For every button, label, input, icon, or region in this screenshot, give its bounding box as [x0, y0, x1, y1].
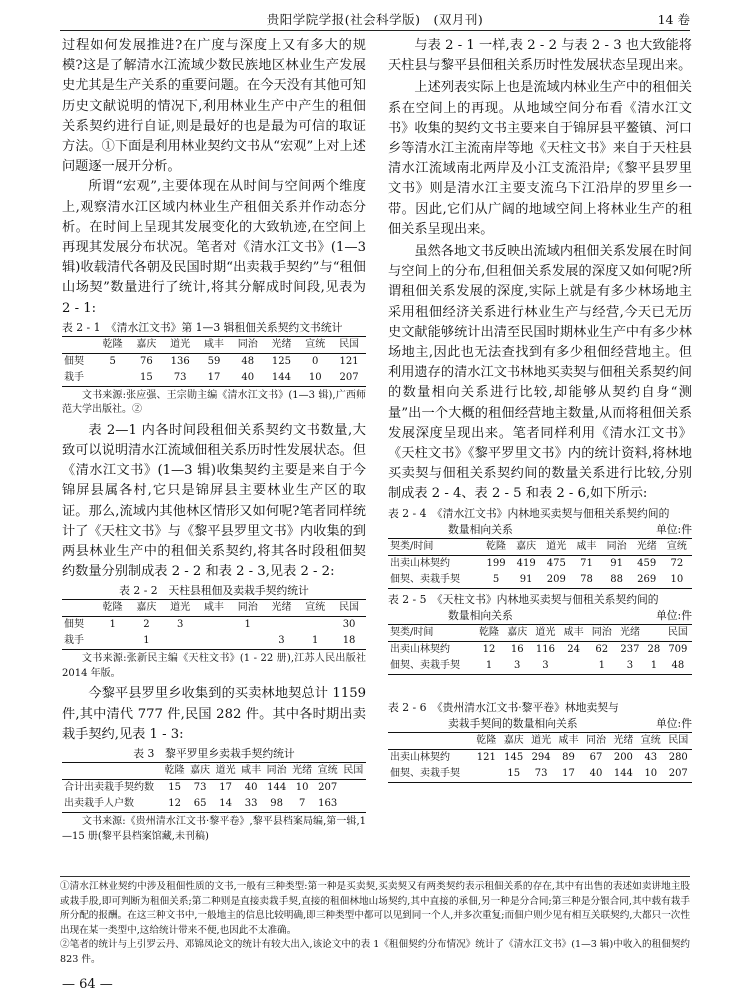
paragraph: 虽然各地文书反映出流域内租佃关系发展在时间与空间上的分布,但租佃关系发展的深度又如何呢?所谓租佃关系发展的深度,实际上就是有多少林场地主采用租佃经济关系进行林业生产与经营,今天已无历史文献能够统计出清至民国时期林业生产中有多少林场地主,因此也无法查找到有多少租佃经营地主。但利用遗存的清水江文书林地买卖契与佃租关系契约间的数量相向关系进行比较,却能够从契约自身“测量”出一个大概的租佃经营地主数量,从而将租佃关系发展深度呈现出来。笔者同样利用《清水江文书》《天柱文书》《黎平罗里文书》内的统计资料,将林地买卖契与佃租关系契约间的数量关系进行比较,分别制成表 2 - 4、表 2 - 5 和表 2 - 6,如下所示:: [388, 244, 692, 502]
table-cell: 10: [670, 573, 684, 585]
table-cell: 475: [546, 557, 566, 569]
table-header-row: [388, 538, 692, 555]
table-source-note: 文书来源:《贵州清水江文书·黎平卷》,黎平县档案局编,第一辑,1—15 册(黎平县档案馆藏,未刊稿): [62, 816, 366, 842]
table-cell: 40: [589, 767, 603, 779]
table-cell: [96, 370, 130, 387]
row-label: 出卖山林契约: [390, 643, 450, 655]
table-row: [62, 780, 366, 797]
table-cell: 17: [207, 371, 221, 383]
table-cell: 18: [342, 635, 356, 647]
table-caption: 表 2 - 2 天柱县租佃及卖栽手契约统计: [119, 584, 309, 598]
row-label: 佃契: [64, 355, 84, 367]
table-cell: 40: [241, 371, 255, 383]
table-cell: [96, 633, 130, 650]
table-cell: 1: [143, 635, 150, 647]
column-header: [644, 624, 664, 641]
column-header: 道光: [163, 336, 197, 353]
column-header: 咸丰: [197, 600, 231, 617]
row-label: 佃契、卖栽手契: [390, 573, 460, 585]
table-cell: 1: [109, 619, 116, 631]
table-row: [62, 796, 366, 813]
table-cell: 144: [267, 782, 287, 794]
table-cell: 207: [339, 371, 359, 383]
column-header: 嘉庆: [511, 538, 541, 555]
caption-line: 表 2 - 4 《清水江文书》内林地买卖契与佃租关系契约间的: [388, 506, 670, 520]
column-header: 同治: [602, 538, 632, 555]
column-header: 宣统: [315, 763, 341, 780]
table-cell: 7: [298, 798, 306, 810]
row-label: 出卖山林契约: [390, 751, 450, 763]
table-row: [62, 353, 366, 370]
table-cell: 30: [342, 619, 356, 631]
table-row: [62, 370, 366, 387]
column-header: 宣统: [637, 732, 664, 749]
table-cell: 40: [244, 782, 258, 794]
column-header: 契类/时间: [388, 538, 481, 555]
table-2-2: [62, 599, 366, 650]
footnote: ①清水江林业契约中涉及租佃性质的文书,一般有三种类型:第一种是买卖契,买卖契又有两类契约表示租佃关系的存在,其中有出售的表述如卖讲地主股或栽手股,即可判断为租佃关系;第二种则是直接卖栽手契,直接的租佃林地山场契约,其中直接的承佃,另一种是分合同;第三种是分银合同,其中载有栽手所分配的报酬。在这三种文书中,一般地主的信息比较明确,即三种类型中都可以见到同一个人,并多次重复;而佃户则少见有相互关联契约,大都只一次性出现在某一类型中,这给统计带来不便,也因此不太准确。: [60, 881, 690, 936]
paragraph: 过程如何发展推进?在广度与深度上又有多大的规模?这是了解清水江流域少数民族地区林业生产发展史尤其是生产关系的重要问题。在今天没有其他可知历史文献说明的情况下,利用林业生产中产生的租佃关系契约进行自证,则是最好的也是最为可信的取证方法。①下面是利用林业契约文书从“宏观”上对上述问题逐一展开分析。: [62, 38, 366, 175]
table-cell: 3: [278, 635, 285, 647]
table-row: [388, 555, 692, 572]
table-cell: 10: [295, 782, 309, 794]
column-header: [62, 763, 162, 780]
table-cell: 88: [610, 573, 623, 585]
table-cell: 71: [580, 557, 593, 569]
left-column: [62, 36, 366, 847]
table-cell: 121: [476, 751, 496, 763]
table-cell: 121: [339, 355, 359, 367]
table-cell: 98: [270, 798, 284, 810]
table-cell: 12: [482, 643, 496, 655]
table-cell: 294: [531, 751, 551, 763]
column-header: 道光: [163, 600, 197, 617]
table-cell: 15: [507, 767, 521, 779]
table-cell: 59: [207, 355, 221, 367]
paragraph: 表 2—1 内各时间段租佃关系契约文书数量,大致可以说明清水江流域佃租关系历时性发展状态。但《清水江文书》(1—3 辑)收集契约主要是来自于今锦屏县属各村,它只是锦屏县主要林业生产区的取证。那么,流域内其他林区情形又如何呢?笔者同样统计了《天柱文书》与《黎平县罗里文书》内收集的到两县林业生产中的租佃关系契约,将其各时段租佃契约数量分别制成表 2 - 2 和表 2 - 3,见表 2 - 2:: [62, 422, 366, 580]
table-source-note: 文书来源:张应强、王宗勋主编《清水江文书》(1—3 辑),广西师范大学出版社。②: [62, 389, 366, 416]
caption-line: 数量相向关系: [448, 608, 513, 622]
table-cell: 62: [595, 643, 609, 655]
column-header: [62, 600, 96, 617]
table-cell: [473, 766, 500, 783]
table-cell: 1: [312, 635, 319, 647]
row-label: 佃契: [64, 619, 84, 631]
column-header: 同治: [588, 624, 616, 641]
table-cell: 91: [519, 573, 533, 585]
column-header: 光绪: [610, 732, 637, 749]
table-cell: 10: [644, 767, 658, 779]
table-cell: 5: [492, 573, 500, 585]
table-caption: 表 2 - 1 《清水江文书》第 1—3 辑租佃关系契约文书统计: [62, 320, 343, 334]
table-2-1: [62, 336, 366, 387]
column-header: 乾隆: [162, 763, 188, 780]
table-row: [388, 749, 692, 766]
table-cell: 125: [271, 355, 292, 367]
column-header: 光绪: [265, 336, 299, 353]
table-cell: 12: [168, 798, 182, 810]
table-3: [62, 762, 366, 813]
table-cell: 3: [176, 619, 184, 631]
table-cell: [265, 617, 299, 634]
table-cell: 73: [193, 782, 207, 794]
table-row: [62, 617, 366, 634]
table-caption: 表 3 黎平罗里乡卖栽手契约统计: [133, 747, 295, 761]
table-cell: 3: [514, 659, 521, 671]
table-cell: 709: [668, 643, 688, 655]
table-2-4: [388, 538, 692, 589]
table-cell: 76: [140, 355, 153, 367]
table-header-row: [388, 732, 692, 749]
table-cell: 1: [650, 659, 658, 671]
table-cell: 419: [516, 557, 536, 569]
table-cell: 144: [271, 371, 292, 383]
table-cell: 269: [637, 573, 657, 585]
column-header: 宣统: [298, 336, 332, 353]
column-header: 同治: [231, 600, 265, 617]
column-header: 咸丰: [560, 624, 588, 641]
table-cell: [197, 633, 231, 650]
table-cell: 67: [589, 751, 603, 763]
footnotes: [60, 876, 690, 968]
table-row: [388, 641, 692, 658]
table-cell: 78: [580, 573, 593, 585]
table-cell: 459: [637, 557, 657, 569]
paragraph: 上述列表实际上也是流域内林业生产中的租佃关系在空间上的再现。从地域空间分布看《清水江文书》收集的契约文书主要来自于锦屏县平鳌镇、河口乡等清水江主流南岸等地《天柱文书》来自于天柱县清水江流域南北两岸及小江支流沿岸;《黎平县罗里文书》则是清水江主要支流乌下江沿岸的罗里乡一带。因此,它们从广阔的地域空间上将林业生产的租佃关系呈现出来。: [388, 80, 692, 237]
table-cell: 73: [173, 371, 187, 383]
column-header: 乾隆: [473, 732, 500, 749]
right-column: [388, 36, 692, 783]
table-cell: 17: [219, 782, 233, 794]
caption-line: 卖栽手契间的数量相向关系: [448, 716, 578, 730]
row-label: 合计出卖栽手契约数: [64, 782, 154, 794]
table-cell: 136: [170, 355, 190, 367]
table-cell: 24: [567, 643, 580, 655]
table-cell: 28: [647, 643, 661, 655]
table-row: [388, 766, 692, 783]
table-row: [388, 572, 692, 589]
table-header-row: [62, 763, 366, 780]
table-cell: 14: [219, 798, 233, 810]
column-header: 咸丰: [555, 732, 582, 749]
table-cell: 72: [670, 557, 684, 569]
row-label: 栽手: [64, 635, 84, 647]
table-cell: 16: [510, 643, 524, 655]
column-header: 嘉庆: [130, 600, 164, 617]
column-header: 咸丰: [238, 763, 264, 780]
paragraph: 与表 2 - 1 一样,表 2 - 2 与表 2 - 3 也大致能将天柱县与黎平县佃租关系历时性发展状态呈现出来。: [388, 38, 692, 74]
row-label: 佃契、卖栽手契: [390, 659, 460, 671]
paragraph: 今黎平县罗里乡收集到的买卖林地契总计 1159 件,其中清代 777 件,民国 282 件。其中各时期出卖栽手契约,见表 1 - 3:: [62, 686, 366, 742]
table-cell: 3: [626, 659, 634, 671]
column-header: 宣统: [298, 600, 332, 617]
caption-line: 数量相向关系: [448, 522, 513, 536]
column-header: 民国: [664, 624, 692, 641]
table-cell: 1: [244, 619, 251, 631]
column-header: [62, 336, 96, 353]
column-header: 宣统: [662, 538, 692, 555]
table-caption: [388, 592, 692, 624]
column-header: 道光: [541, 538, 571, 555]
table-cell: 73: [534, 767, 548, 779]
column-header: 咸丰: [197, 336, 231, 353]
caption-line: 表 2 - 6 《贵州清水江文书·黎平卷》林地卖契与: [388, 700, 619, 714]
column-header: 同治: [582, 732, 609, 749]
table-cell: 48: [241, 355, 255, 367]
table-cell: 2: [143, 619, 150, 631]
row-label: 佃契、卖栽手契: [390, 767, 460, 779]
table-cell: 207: [668, 767, 688, 779]
table-cell: 237: [620, 643, 640, 655]
unit-label: 单位:件: [655, 608, 692, 622]
column-header: 民国: [332, 600, 366, 617]
column-header: 光绪: [616, 624, 644, 641]
column-header: 光绪: [265, 600, 299, 617]
column-header: 乾隆: [96, 600, 130, 617]
footnote: ②笔者的统计与上引罗云丹、邓锦凤论文的统计有较大出入,该论文中的表 1《租佃契约分布情况》统计了《清水江文书》(1—3 辑)中收入的租佃契约 823 件。: [60, 939, 690, 965]
column-header: 光绪: [289, 763, 315, 780]
column-header: 嘉庆: [500, 732, 527, 749]
row-label: 出卖栽手人户数: [64, 798, 134, 810]
table-cell: 116: [535, 643, 555, 655]
table-cell: 15: [140, 371, 153, 383]
table-cell: 145: [504, 751, 524, 763]
table-row: [62, 633, 366, 650]
table-cell: 5: [109, 355, 116, 367]
table-cell: [163, 633, 197, 650]
unit-label: 单位:件: [655, 522, 692, 536]
column-header: 同治: [264, 763, 290, 780]
column-header: 乾隆: [475, 624, 503, 641]
volume-label: 14 卷: [657, 12, 690, 27]
table-header-row: [62, 600, 366, 617]
table-caption: [388, 700, 692, 732]
table-caption: [388, 506, 692, 538]
caption-line: 表 2 - 5 《天柱文书》内林地买卖契与佃租关系契约间的: [388, 592, 659, 606]
column-header: 民国: [340, 763, 366, 780]
table-cell: 0: [312, 355, 319, 367]
table-2-5: [388, 624, 692, 675]
table-cell: [298, 617, 332, 634]
table-cell: 199: [486, 557, 506, 569]
table-2-6: [388, 732, 692, 783]
table-cell: [560, 658, 588, 675]
column-header: 道光: [527, 732, 554, 749]
column-header: 道光: [531, 624, 559, 641]
column-header: 光绪: [632, 538, 662, 555]
table-cell: 200: [613, 751, 633, 763]
table-cell: [340, 796, 366, 813]
table-cell: 144: [613, 767, 633, 779]
running-header: [60, 8, 690, 31]
unit-label: 单位:件: [655, 716, 692, 730]
table-cell: 48: [671, 659, 685, 671]
column-header: 同治: [231, 336, 265, 353]
table-source-note: 文书来源:张新民主编《天柱文书》(1 - 22 册),江苏人民出版社 2014 年版。: [62, 653, 366, 679]
table-cell: 3: [542, 659, 549, 671]
table-cell: 89: [562, 751, 575, 763]
table-cell: [340, 780, 366, 797]
table-cell: 1: [485, 659, 493, 671]
table-cell: [231, 633, 265, 650]
table-cell: 10: [308, 371, 322, 383]
table-header-row: [62, 336, 366, 353]
column-header: 民国: [665, 732, 692, 749]
column-header: 民国: [332, 336, 366, 353]
column-header: [388, 732, 473, 749]
column-header: 契类/时间: [388, 624, 475, 641]
paragraph: 所谓“宏观”,主要体现在从时间与空间两个维度上,观察清水江区域内林业生产租佃关系并作动态分析。在时间上呈现其发展变化的大致轨迹,在空间上再现其发展分布状况。笔者对《清水江文书》(1—3 辑)收载清代各朝及民国时期“出卖栽手契约”与“租佃山场契”数量进行了统计,将其分解成时间段,见表为 2 - 1:: [62, 179, 366, 316]
column-header: 嘉庆: [130, 336, 164, 353]
table-cell: 163: [318, 798, 338, 810]
table-cell: 91: [610, 557, 623, 569]
table-cell: 43: [644, 751, 658, 763]
page-number: — 64 —: [62, 977, 113, 992]
table-cell: 280: [668, 751, 688, 763]
table-cell: 17: [562, 767, 575, 779]
row-label: 出卖山林契约: [390, 557, 450, 569]
table-cell: 207: [318, 782, 338, 794]
column-header: 嘉庆: [503, 624, 531, 641]
table-cell: [197, 617, 231, 634]
journal-title: 贵阳学院学报(社会科学版) (双月刊): [266, 12, 484, 27]
column-header: 道光: [213, 763, 239, 780]
column-header: 乾隆: [481, 538, 511, 555]
table-header-row: [388, 624, 692, 641]
table-cell: 209: [546, 573, 566, 585]
column-header: 乾隆: [96, 336, 130, 353]
column-header: 咸丰: [571, 538, 601, 555]
table-row: [388, 658, 692, 675]
table-cell: 1: [598, 659, 605, 671]
row-label: 栽手: [64, 371, 84, 383]
column-header: 嘉庆: [187, 763, 213, 780]
table-cell: 33: [244, 798, 258, 810]
table-cell: 15: [168, 782, 182, 794]
table-cell: 65: [193, 798, 207, 810]
